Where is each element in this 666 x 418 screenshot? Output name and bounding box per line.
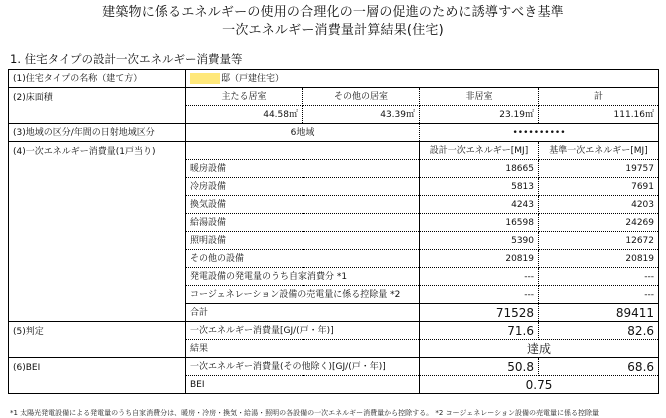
energy-header-blank bbox=[186, 142, 420, 160]
row-judgement-metric bbox=[9, 322, 659, 340]
floor-area-label: (2)床面積 bbox=[9, 88, 186, 124]
self-consumption-standard: --- bbox=[539, 268, 659, 286]
other-design: 20819 bbox=[420, 250, 539, 268]
document-header bbox=[0, 4, 666, 40]
floor-area-main-value: 44.58㎡ bbox=[186, 106, 303, 124]
floor-area-other-value: 43.39㎡ bbox=[303, 106, 420, 124]
self-consumption-design: --- bbox=[420, 268, 539, 286]
section-title: 1. 住宅タイプの設計一次エネルギー消費量等 bbox=[10, 52, 243, 66]
ventilation-design: 4243 bbox=[420, 196, 539, 214]
judgement-metric-label: 一次エネルギー消費量[GJ/(戸・年)] bbox=[186, 322, 420, 340]
bei-metric-label: 一次エネルギー消費量(その他除く)[GJ/(戸・年)] bbox=[186, 358, 420, 376]
bei-section-label: (6)BEI bbox=[9, 358, 186, 394]
ventilation-standard: 4203 bbox=[539, 196, 659, 214]
floor-area-total-value: 111.16㎡ bbox=[539, 106, 659, 124]
hot-water-standard: 24269 bbox=[539, 214, 659, 232]
equipment-ventilation: 換気設備 bbox=[186, 196, 420, 214]
row-bei-metric bbox=[9, 358, 659, 376]
equipment-other: その他の設備 bbox=[186, 250, 420, 268]
energy-calculation-table bbox=[8, 69, 659, 394]
heating-design: 18665 bbox=[420, 160, 539, 178]
row-type-name bbox=[9, 70, 659, 88]
row-region bbox=[9, 124, 659, 142]
floor-area-header-main: 主たる居室 bbox=[186, 88, 303, 106]
bei-metric-design: 50.8 bbox=[420, 358, 539, 376]
region-value: 6地域 bbox=[186, 124, 420, 142]
floor-area-header-total: 計 bbox=[539, 88, 659, 106]
cooling-standard: 7691 bbox=[539, 178, 659, 196]
name-highlight bbox=[190, 73, 220, 84]
energy-label: (4)一次エネルギー消費量(1戸当り) bbox=[9, 142, 186, 322]
floor-area-header-non-living: 非居室 bbox=[420, 88, 539, 106]
type-name-label: (1)住宅タイプの名称（建て方） bbox=[9, 70, 186, 88]
cogeneration-standard: --- bbox=[539, 286, 659, 304]
equipment-heating: 暖房設備 bbox=[186, 160, 420, 178]
cooling-design: 5813 bbox=[420, 178, 539, 196]
document-subtitle: 一次エネルギー消費量計算結果(住宅) bbox=[222, 23, 444, 38]
cogeneration-design: --- bbox=[420, 286, 539, 304]
judgement-metric-standard: 82.6 bbox=[539, 322, 659, 340]
equipment-lighting: 照明設備 bbox=[186, 232, 420, 250]
heating-standard: 19757 bbox=[539, 160, 659, 178]
result-label: 結果 bbox=[186, 340, 420, 358]
type-name-value: 邸（戸建住宅） bbox=[221, 73, 285, 84]
bei-metric-standard: 68.6 bbox=[539, 358, 659, 376]
total-label: 合計 bbox=[186, 304, 420, 322]
total-design: 71528 bbox=[420, 304, 539, 322]
equipment-cogeneration: コージェネレーション設備の売電量に係る控除量 *2 bbox=[186, 286, 420, 304]
row-energy-header bbox=[9, 142, 659, 160]
bei-label: BEI bbox=[186, 376, 420, 394]
lighting-design: 5390 bbox=[420, 232, 539, 250]
equipment-cooling: 冷房設備 bbox=[186, 178, 420, 196]
floor-area-header-other: その他の居室 bbox=[303, 88, 420, 106]
footnote: *1 太陽光発電設備による発電量のうち自家消費分は、暖房・冷房・換気・給湯・照明の各設備の一次エネルギー消費量から控除する。 *2 コージェネレーション設備の売電量に係る控除量 bbox=[10, 409, 600, 417]
other-standard: 20819 bbox=[539, 250, 659, 268]
equipment-hot-water: 給湯設備 bbox=[186, 214, 420, 232]
type-name-cell bbox=[186, 70, 659, 88]
total-standard: 89411 bbox=[539, 304, 659, 322]
bei-value: 0.75 bbox=[420, 376, 659, 394]
row-floor-area-header bbox=[9, 88, 659, 106]
solar-region-value: •••••••••• bbox=[420, 124, 659, 142]
document-title: 建築物に係るエネルギーの使用の合理化の一層の促進のために誘導すべき基準 bbox=[102, 5, 564, 20]
standard-energy-header: 基準一次エネルギー[MJ] bbox=[539, 142, 659, 160]
region-label: (3)地域の区分/年間の日射地域区分 bbox=[9, 124, 186, 142]
floor-area-non-living-value: 23.19㎡ bbox=[420, 106, 539, 124]
judgement-label: (5)判定 bbox=[9, 322, 186, 358]
result-value: 達成 bbox=[420, 340, 659, 358]
judgement-metric-design: 71.6 bbox=[420, 322, 539, 340]
equipment-self-consumption: 発電設備の発電量のうち自家消費分 *1 bbox=[186, 268, 420, 286]
hot-water-design: 16598 bbox=[420, 214, 539, 232]
lighting-standard: 12672 bbox=[539, 232, 659, 250]
design-energy-header: 設計一次エネルギー[MJ] bbox=[420, 142, 539, 160]
